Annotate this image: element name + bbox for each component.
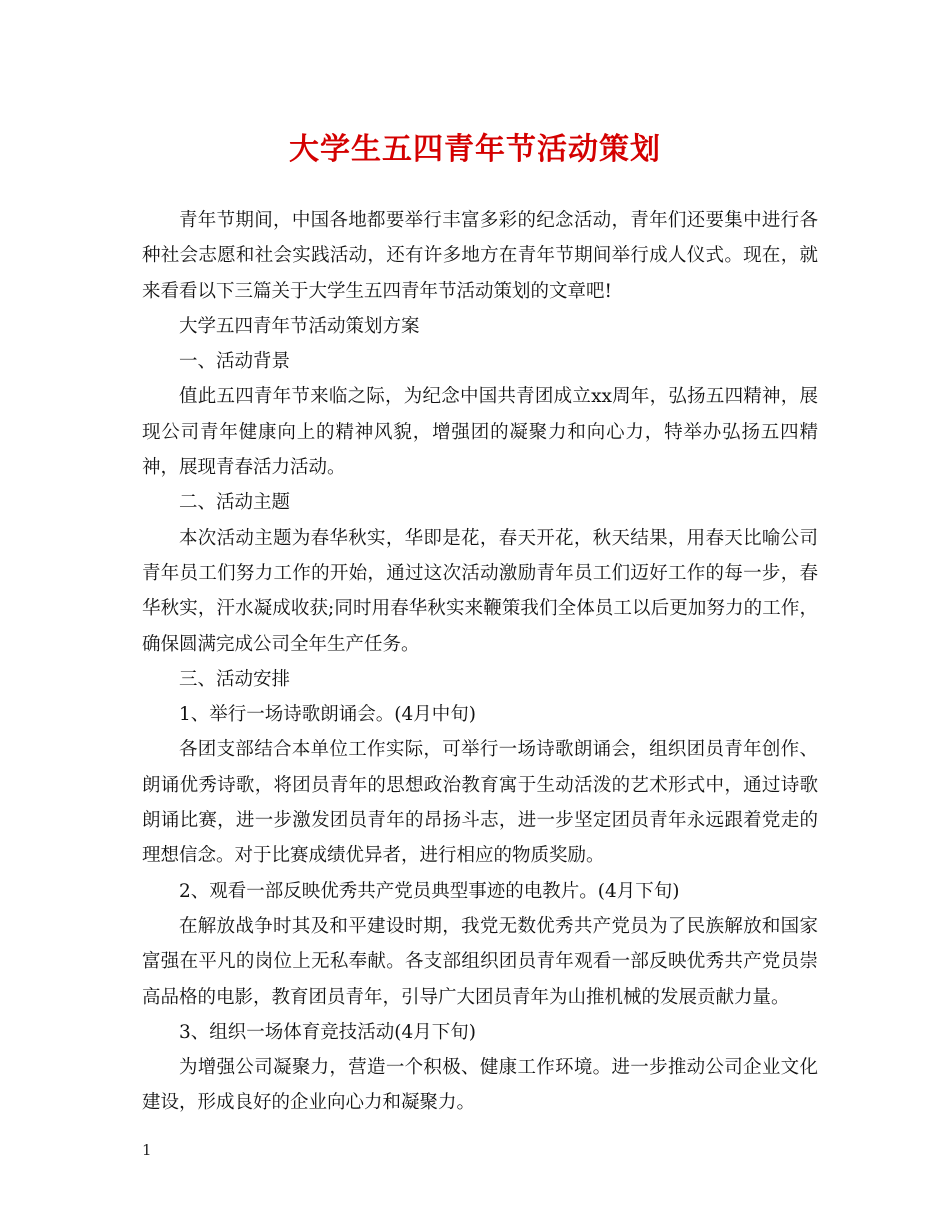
paragraph-poetry-recital: 各团支部结合本单位工作实际，可举行一场诗歌朗诵会，组织团员青年创作、朗诵优秀诗歌，将团员青年的思想政治教育寓于生动活泼的艺术形式中，通过诗歌朗诵比赛，进一步激发团员青年的昂扬斗志，进一步坚定团员青年永远跟着党走的理想信念。对于比赛成绩优异者，进行相应的物质奖励。: [142, 739, 818, 867]
section-heading-arrangement: 三、活动安排: [179, 668, 291, 690]
section-heading-background: 一、活动背景: [179, 351, 291, 373]
document-body: [142, 203, 818, 1121]
paragraph-film-viewing: 在解放战争时其及和平建设时期，我党无数优秀共产党员为了民族解放和国家富强在平凡的岗位上无私奉献。各支部组织团员青年观看一部反映优秀共产党员崇高品格的电影，教育团员青年，引导广大团员青年为山推机械的发展贡献力量。: [142, 915, 818, 1008]
section-heading-theme: 二、活动主题: [179, 492, 291, 514]
subheading-sports-event: 3、组织一场体育竞技活动(4月下旬): [179, 1021, 476, 1043]
paragraph-background: 值此五四青年节来临之际，为纪念中国共青团成立xx周年，弘扬五四精神，展现公司青年健康向上的精神风貌，增强团的凝聚力和向心力，特举办弘扬五四精神，展现青春活力活动。: [142, 386, 818, 479]
subheading-poetry-recital: 1、举行一场诗歌朗诵会。(4月中旬): [179, 704, 476, 726]
paragraph-intro: 青年节期间，中国各地都要举行丰富多彩的纪念活动，青年们还要集中进行各种社会志愿和社会实践活动，还有许多地方在青年节期间举行成人仪式。现在，就来看看以下三篇关于大学生五四青年节活动策划的文章吧!: [142, 210, 818, 302]
document-title: 大学生五四青年节活动策划: [289, 132, 661, 167]
page-number: 1: [142, 1141, 152, 1159]
paragraph-plan-heading: 大学五四青年节活动策划方案: [179, 315, 420, 337]
subheading-film-viewing: 2、观看一部反映优秀共产党员典型事迹的电教片。(4月下旬): [179, 880, 680, 902]
paragraph-sports-event: 为增强公司凝聚力，营造一个积极、健康工作环境。进一步推动公司企业文化建设，形成良好的企业向心力和凝聚力。: [142, 1057, 818, 1114]
paragraph-theme: 本次活动主题为春华秋实，华即是花，春天开花，秋天结果，用春天比喻公司青年员工们努力工作的开始，通过这次活动激励青年员工们迈好工作的每一步，春华秋实，汗水凝成收获;同时用春华秋实来鞭策我们全体员工以后更加努力的工作，确保圆满完成公司全年生产任务。: [142, 527, 818, 655]
